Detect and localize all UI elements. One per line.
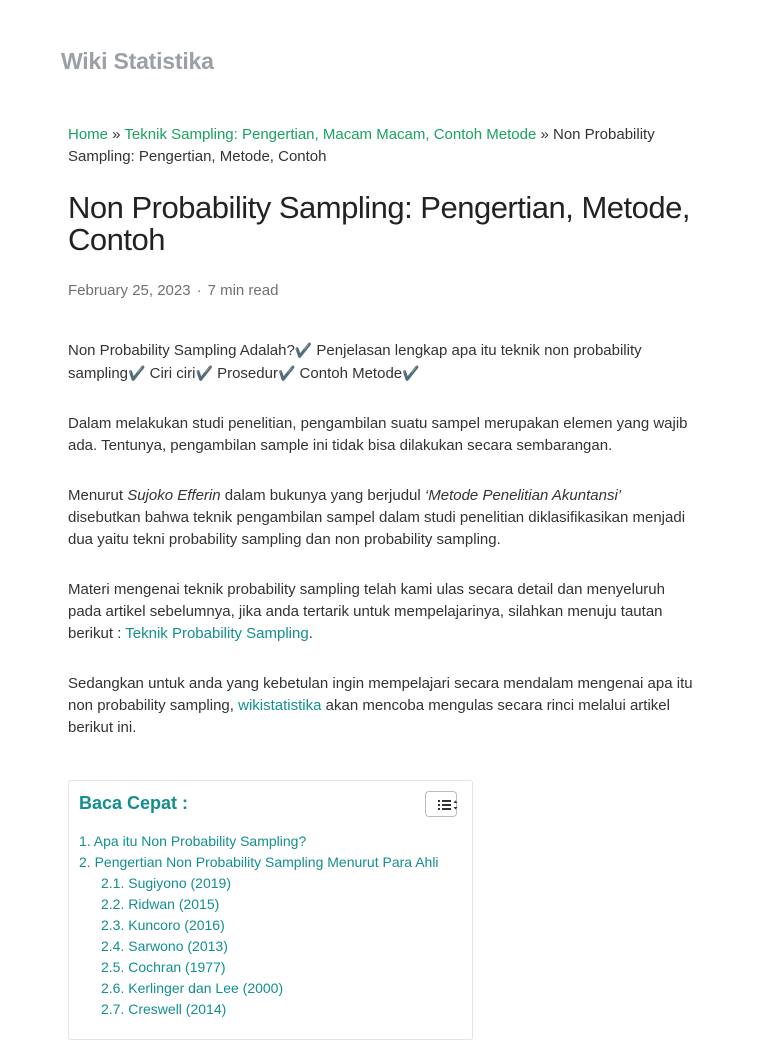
- paragraph-text: Sedangkan untuk anda yang kebetulan ingin mempelajari secara mendalam mengenai apa itu non probability sampling,: [68, 675, 693, 714]
- toc-item[interactable]: 2. Pengertian Non Probability Sampling Menurut Para Ahli: [79, 854, 439, 870]
- page-title: Non Probability Sampling: Pengertian, Metode, Contoh: [68, 190, 690, 257]
- paragraph-text: Menurut: [68, 487, 128, 504]
- breadcrumb-home-link[interactable]: Home: [68, 126, 109, 143]
- toc-subitem[interactable]: 2.3. Kuncoro (2016): [101, 917, 225, 933]
- toc-item[interactable]: 1. Apa itu Non Probability Sampling?: [79, 833, 307, 849]
- post-meta: [68, 282, 693, 299]
- paragraph-text: .: [308, 625, 313, 642]
- intro-text: Non Probability Sampling Adalah?: [68, 342, 295, 359]
- breadcrumb: [68, 124, 693, 168]
- paragraph: [68, 579, 693, 645]
- probability-sampling-link[interactable]: Teknik Probability Sampling: [125, 625, 309, 642]
- intro-text: Prosedur: [212, 365, 278, 382]
- toc-list: [79, 831, 462, 1020]
- table-of-contents: [68, 780, 473, 1040]
- wikistatistika-link[interactable]: wikistatistika: [238, 697, 322, 714]
- read-time: 7 min read: [207, 282, 279, 299]
- toc-title: Baca Cepat :: [79, 793, 189, 813]
- intro-paragraph: [68, 339, 693, 385]
- intro-text: Penjelasan lengkap apa itu teknik non probability sampling: [68, 342, 642, 382]
- meta-separator: ·: [196, 282, 202, 299]
- article-content: [68, 124, 693, 1040]
- paragraph: Dalam melakukan studi penelitian, pengambilan suatu sampel merupakan elemen yang wajib ada. Tentunya, pengambilan sample ini tidak bisa dilakukan secara sembarangan.: [68, 415, 688, 454]
- paragraph-text: dalam bukunya yang berjudul: [220, 487, 425, 504]
- check-icon: ✔️: [277, 365, 296, 381]
- check-icon: ✔️: [128, 365, 146, 381]
- check-icon: ✔️: [402, 365, 420, 381]
- toc-subitem[interactable]: 2.7. Creswell (2014): [101, 1001, 227, 1017]
- paragraph: [68, 485, 693, 551]
- post-date: February 25, 2023: [68, 282, 191, 299]
- breadcrumb-separator: »: [108, 126, 125, 143]
- toc-subitem[interactable]: 2.4. Sarwono (2013): [101, 938, 228, 954]
- check-icon: ✔️: [294, 342, 313, 358]
- check-icon: ✔️: [195, 365, 213, 381]
- breadcrumb-parent-link[interactable]: Teknik Sampling: Pengertian, Macam Macam, Contoh Metode: [124, 126, 537, 143]
- toc-subitem[interactable]: 2.1. Sugiyono (2019): [101, 875, 231, 891]
- breadcrumb-separator: »: [536, 126, 553, 143]
- paragraph-text: Materi mengenai teknik probability sampling telah kami ulas secara detail dan menyeluruh pada artikel sebelumnya, jika anda tertarik untuk mempelajarinya, silahkan menuju tautan berikut :: [68, 581, 665, 642]
- book-title: ‘Metode Penelitian Akuntansi’: [424, 487, 622, 504]
- list-icon: [432, 793, 462, 817]
- paragraph-text: disebutkan bahwa teknik pengambilan sampel dalam studi penelitian diklasifikasikan menjadi dua yaitu tekni probability sampling dan non probability sampling.: [68, 509, 686, 548]
- site-title-link[interactable]: Wiki Statistika: [61, 48, 214, 74]
- intro-text: Ciri ciri: [145, 365, 196, 382]
- author-name: Sujoko Efferin: [127, 487, 221, 504]
- paragraph-text: akan mencoba mengulas secara rinci melalui artikel berikut ini.: [68, 697, 670, 736]
- toc-subitem[interactable]: 2.5. Cochran (1977): [101, 959, 226, 975]
- breadcrumb-current: Non Probability Sampling: Pengertian, Metode, Contoh: [68, 126, 655, 165]
- toc-toggle-button[interactable]: [425, 791, 457, 817]
- site-header: [61, 48, 214, 75]
- intro-text: Contoh Metode: [295, 365, 403, 382]
- paragraph: [68, 673, 693, 739]
- toc-subitem[interactable]: 2.2. Ridwan (2015): [101, 896, 220, 912]
- toc-subitem[interactable]: 2.6. Kerlinger dan Lee (2000): [101, 980, 284, 996]
